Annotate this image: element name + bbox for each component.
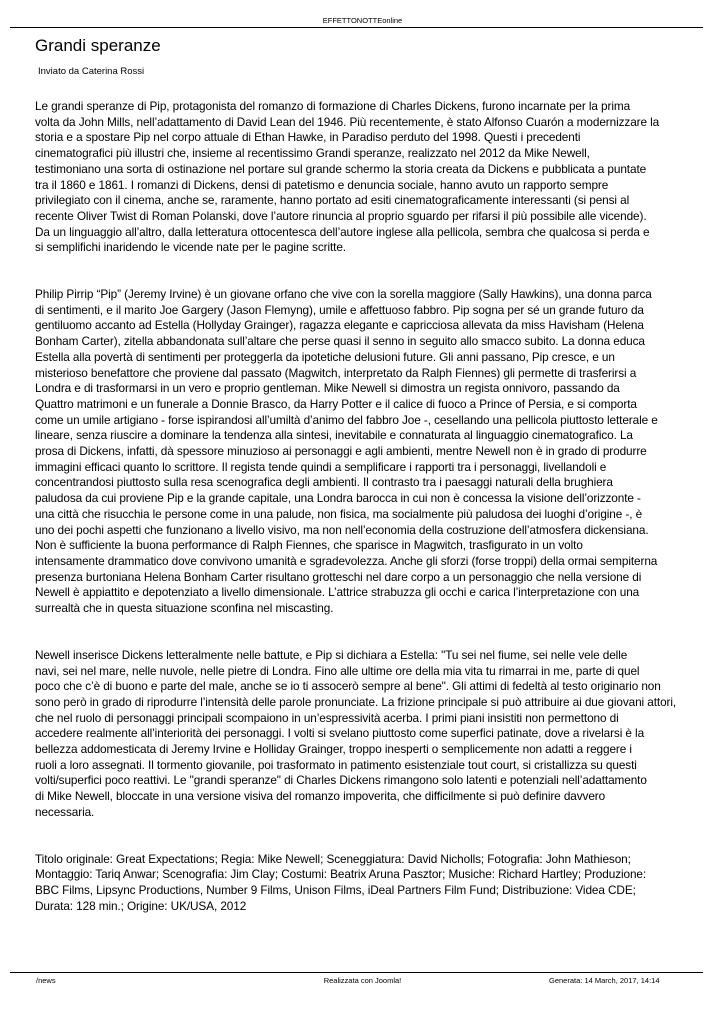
article-paragraph-plot: Philip Pirrip “Pip” (Jeremy Irvine) è un giovane orfano che vive con la sorella maggiore (Sally Hawkins), una donna parca di sentimenti, e il marito Joe Gargery (Jason Flemyng), umile e affettuoso fabbro. Pip sogna per sé un grande futuro da gentiluomo accanto ad Estella (Hollyday Grainger), ragazza elegante e capricciosa allevata da miss Havisham (Helena Bonham Carter), zitella abbandonata sull’altare che perse quasi il senno in seguito allo smacco subito. La donna educa Estella alla povertà di sentimenti per proteggerla da ipotetiche delusioni future. Gli anni passano, Pip cresce, e un misterioso benefattore che proviene dal passato (Magwitch, interpretato da Ralph Fiennes) gli permette di trasferirsi a Londra e di trasformarsi in un vero e proprio gentleman. Mike Newell si dimostra un regista onnivoro, passando da Quattro matrimoni e un funerale a Donnie Brasco, da Harry Potter e il calice di fuoco a Prince of Persia, e si comporta come un umile artigiano - forse ispirandosi all’umiltà d’animo del fabbro Joe -, cesellando una pellicola piuttosto letterale e lineare, senza riuscire a dominare la tendenza alla sintesi, inevitabile e connaturata al linguaggio cinematografico. La prosa di Dickens, infatti, dà spessore minuzioso ai personaggi e agli ambienti, mentre Newell non è in grado di produrre immagini efficaci quanto lo scrittore. Il regista tende quindi a semplificare i rapporti tra i personaggi, livellandoli e concentrandosi piuttosto sulla resa scenografica degli ambienti. Il contrasto tra i paesaggi naturali della brughiera paludosa da cui proviene Pip e la grande capitale, una Londra barocca in cui non è concessa la visione dell’orizzonte - una città che risucchia le persone come in una palude, non fisica, ma socialmente più paludosa dei luoghi d’origine -, è uno dei pochi aspetti che funzionano a livello visivo, ma non nell’economia della costruzione dell’atmosfera dickensiana. Non è sufficiente la buona performance di Ralph Fiennes, che sparisce in Magwitch, trasfigurato in un volto intensamente drammatico dove convivono umanità e sgradevolezza. Anche gli sforzi (forse troppi) della ormai sempiterna presenza burtoniana Helena Bonham Carter risultano grotteschi nel dare corpo a un personaggio che nella versione di Newell è appiattito e depotenziato a livello dimensionale. L’attrice strabuzza gli occhi e carica l’interpretazione con una surrealtà che in questa situazione sconfina nel miscasting. <box>35 287 658 616</box>
article-paragraph-intro: Le grandi speranze di Pip, protagonista del romanzo di formazione di Charles Dickens, furono incarnate per la prima volta da John Mills, nell’adattamento di David Lean del 1946. Più recentemente, è stato Alfonso Cuarón a modernizzare la storia e a spostare Pip nel corpo attuale di Ethan Hawke, in Paradiso perduto del 1998. Questi i precedenti cinematografici più illustri che, insieme al recentissimo Grandi speranze, realizzato nel 2012 da Mike Newell, testimoniano una sorta di ostinazione nel portare sul grande schermo la storia creata da Dickens e pubblicata a puntate tra il 1860 e 1861. I romanzi di Dickens, densi di patetismo e denuncia sociale, hanno avuto un rapporto sempre privilegiato con il cinema, anche se, raramente, hanno portato ad esiti cinematograficamente interessanti (si pensi al recente Oliver Twist di Roman Polanski, dove l’autore rinuncia al proprio sguardo per rifarsi il più possibile alle vicende). Da un linguaggio all’altro, dalla letteratura ottocentesca dell’autore inglese alla pellicola, sembra che qualcosa si perda e si semplifichi inaridendo le vicende nate per le pagine scritte. <box>35 99 660 255</box>
article-body <box>35 99 703 914</box>
article-author: Inviato da Caterina Rossi <box>38 66 145 77</box>
footer-path: /news <box>36 976 56 985</box>
article-paragraph-credits: Titolo originale: Great Expectations; Regia: Mike Newell; Sceneggiatura: David Nicholls; Fotografia: John Mathieson; Montaggio: Tariq Anwar; Scenografia: Jim Clay; Costumi: Beatrix Aruna Pasztor; Musiche: Richard Hartley; Produzione: BBC Films, Lipsync Productions, Number 9 Films, Unison Films, iDeal Partners Film Fund; Distribuzione: Videa CDE; Durata: 128 min.; Origine: UK/USA, 2012 <box>35 851 647 913</box>
header-divider <box>10 27 703 28</box>
footer-divider <box>10 972 703 973</box>
footer-generated-date: Generata: 14 March, 2017, 14:14 <box>549 976 660 985</box>
article-paragraph-analysis: Newell inserisce Dickens letteralmente nelle battute, e Pip si dichiara a Estella: "Tu sei nel fiume, sei nelle vele delle navi, sei nel mare, nelle nuvole, nelle pietre di Londra. Fino alle ultime ore della mia vita tu rimarrai in me, parte di quel poco che c’è di buono e parte del male, anche se io ti assocerò sempre al bene". Gli attimi di fedeltà al testo originario non sono però in grado di riprodurre l’intensità delle parole pronunciate. La frizione principale si può attribuire ai due giovani attori, che nel ruolo di personaggi principali scompaiono in un’espressività acerba. I primi piani insistiti non permettono di accedere realmente all’interiorità dei personaggi. I volti si svelano piuttosto come superfici patinate, dove a rivelarsi è la bellezza addomesticata di Jeremy Irvine e Holliday Grainger, troppo inesperti o semplicemente non adatti a reggere i ruoli a loro assegnati. Il tormento giovanile, poi trasformato in patimento esistenziale tout court, si cristallizza su questi volti/superfici poco reattivi. Le "grandi speranze" di Charles Dickens rimangono solo latenti e potenziali nell’adattamento di Mike Newell, bloccate in una versione visiva del romanzo impoverita, che difficilmente si può definire davvero necessaria. <box>35 647 677 819</box>
article-title: Grandi speranze <box>35 36 161 55</box>
footer-powered-by: Realizzata con Joomla! <box>323 976 402 985</box>
site-name: EFFETTONOTTEonline <box>322 16 403 25</box>
